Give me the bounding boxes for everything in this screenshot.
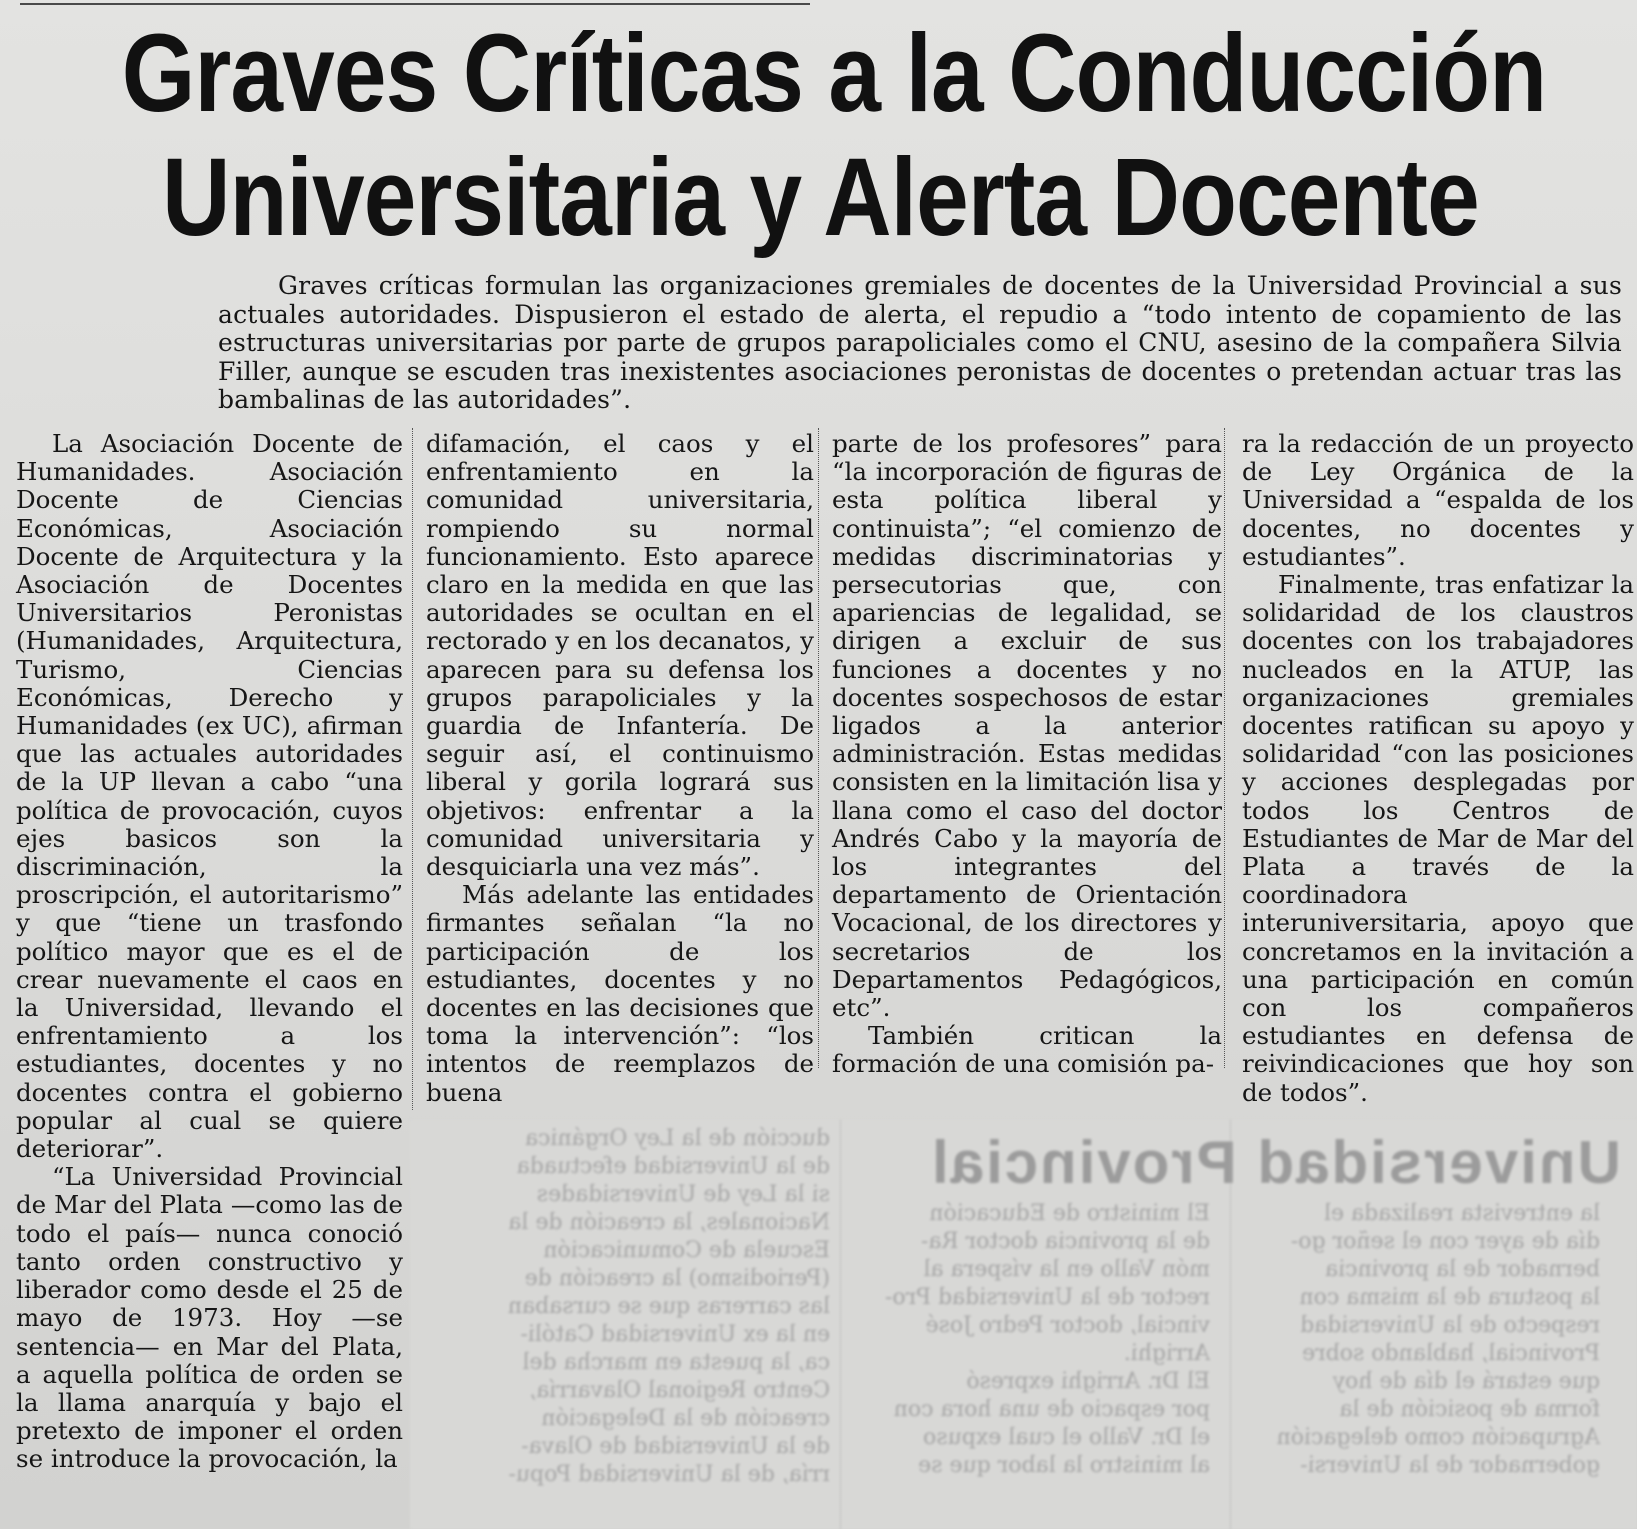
column-3-paragraph-2: También critican la formación de una comisión pa- (832, 1021, 1222, 1079)
column-1-paragraph-2: “La Universidad Provincial de Mar del Plata —como las de todo el país— nunca conoció tanto orden constructivo y liberador como desde el 25 de mayo de 1973. Hoy —se sentencia— en Mar del Plata, a aquella política de orden se la llama anarquía y bajo el pretexto de imponer el orden se introduce la provocación, la (16, 1162, 403, 1474)
show-through-divider-1 (840, 1120, 841, 1529)
column-divider-2 (818, 428, 819, 1068)
column-1-paragraph-1: La Asociación Docente de Humanidades. Asociación Docente de Ciencias Económicas, Asociación Docente de Arquitectura y la Asociación de Docentes Universitarios Peronistas (Humanidades, Arquitectura, Turismo, Ciencias Económicas, Derecho y Humanidades (ex UC), afirman que las actuales autoridades de la UP llevan a cabo “una política de provocación, cuyos ejes basicos son la discriminación, la proscripción, el autoritarismo” y que “tiene un trasfondo político mayor que es el de crear nuevamente el caos en la Universidad, llevando el enfrentamiento a los estudiantes, docentes y no docentes contra el gobierno popular al cual se quiere deteriorar”. (16, 429, 403, 1164)
column-divider-1 (412, 428, 413, 1110)
show-through-divider-2 (1230, 1120, 1231, 1529)
column-3 (832, 430, 1222, 1079)
show-through-column-3: la entrevista realizada el día de ayer con el señor go- bernador de la provincia la postura de la misma con respecto de la Universidad Provincial, hablando sobre que estará el día de hoy forma de posición de la Agrupación como delegación gobernador de la Universi- (1276, 1201, 1600, 1478)
show-through-column-1: ducción de la Ley Orgánica de la Universidad efectuada si la Ley de Universidades Nacionales, la creación de la Escuela de Comunicación (Periodismo) la creación de las carreras que se cursaban en la ex Universidad Católi- ca, la puesta en marcha del Centro Regional Olavarría, creación de la Delegación de la Universidad de Olava- rría, de la Universidad Popu- (507, 1126, 830, 1487)
column-2-paragraph-1: difamación, el caos y el enfrentamiento en la comunidad universitaria, rompiendo su normal funcionamiento. Esto aparece claro en la medida en que las autoridades se ocultan en el rectorado y en los decanatos, y aparecen para su defensa los grupos parapoliciales y la guardia de Infantería. De seguir así, el continuismo liberal y gorila logrará sus objetivos: enfrentar a la comunidad universitaria y desquiciarla una vez más”. (426, 429, 814, 882)
show-through-headline: Universidad Provincial (930, 1129, 1621, 1196)
reverse-side-show-through (410, 1120, 1637, 1529)
column-2 (426, 430, 814, 1107)
headline-line-1: Graves Críticas a la Conducción (121, 12, 1547, 135)
column-4-paragraph-1: ra la redacción de un proyecto de Ley Orgánica de la Universidad a “espalda de los docentes, no docentes y estudiantes”. (1242, 429, 1634, 571)
lede-paragraph: Graves críticas formulan las organizaciones gremiales de docentes de la Universidad Provincial a sus actuales autoridades. Dispusieron el estado de alerta, el repudio a “todo intento de copamiento de las estructuras universitarias por parte de grupos parapoliciales como el CNU, asesino de la compañera Silvia Filler, aunque se escuden tras inexistentes asociaciones peronistas de docentes o pretendan actuar tras las bambalinas de las autoridades”. (218, 271, 1622, 414)
column-2-paragraph-2: Más adelante las entidades firmantes señalan “la no participación de los estudiantes, docentes y no docentes en las decisiones que toma la intervención”: “los intentos de reemplazos de buena (426, 880, 814, 1107)
column-1 (16, 430, 403, 1474)
show-through-column-2: El ministro de Educación de la provincia doctor Ra- món Vallo en la víspera al rector de la Universidad Pro- vincial, doctor Pedro José Arrighi. El Dr. Arrighi expresó por espacio de una hora con el Dr. Vallo el cual expuso al ministro la labor que se (884, 1201, 1210, 1478)
column-divider-3 (1224, 428, 1225, 1068)
column-4-paragraph-2: Finalmente, tras enfatizar la solidaridad de los claustros docentes con los trabajadores nucleados en la ATUP, las organizaciones gremiales docentes ratifican su apoyo y solidaridad “con las posiciones y acciones desplegadas por todos los Centros de Estudiantes de Mar de Mar del Plata a través de la coordinadora interuniversitaria, apoyo que concretamos en la invitación a una participación en común con los compañeros estudiantes en defensa de reivindicaciones que hoy son de todos”. (1242, 570, 1634, 1107)
headline-line-2: Universitaria y Alerta Docente (162, 136, 1479, 259)
column-3-paragraph-1: parte de los profesores” para “la incorporación de figuras de esta política liberal y continuista”; “el comienzo de medidas discriminatorias y persecutorias que, con apariencias de legalidad, se dirigen a excluir de sus funciones a docentes y no docentes sospechosos de estar ligados a la anterior administración. Estas medidas consisten en la limitación lisa y llana como el caso del doctor Andrés Cabo y la mayoría de los integrantes del departamento de Orientación Vocacional, de los directores y secretarios de los Departamentos Pedagógicos, etc”. (832, 429, 1222, 1023)
headline (121, 12, 1547, 260)
column-4 (1242, 430, 1634, 1107)
top-rule (20, 3, 810, 5)
